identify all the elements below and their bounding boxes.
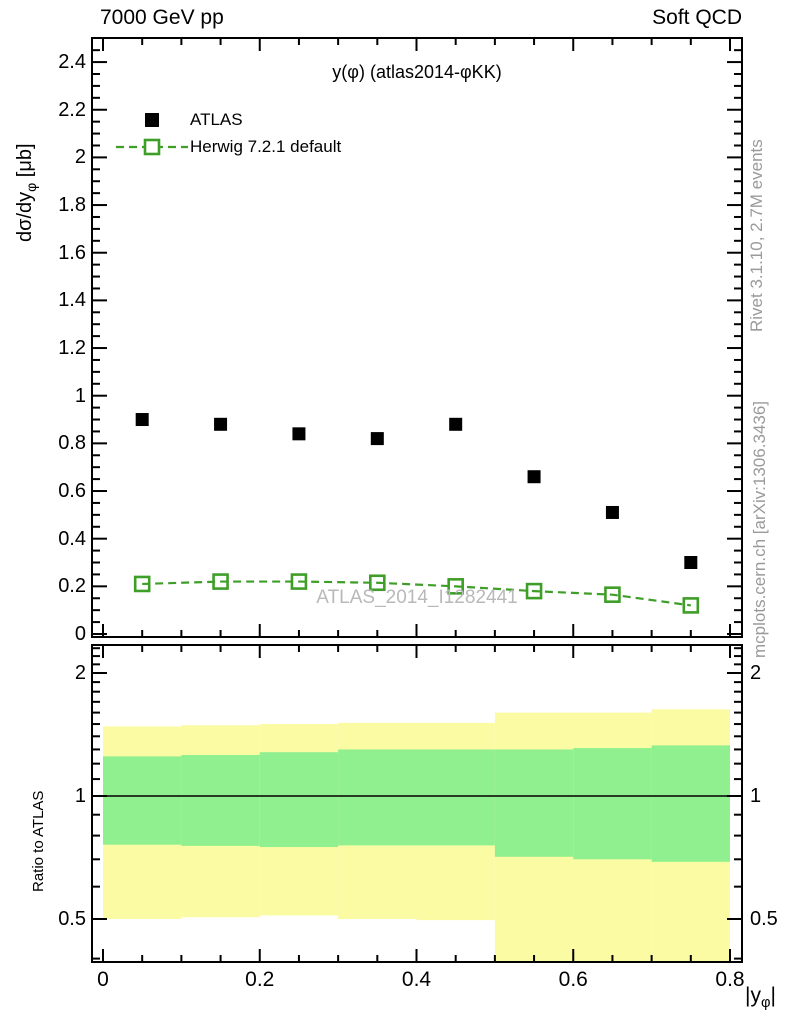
ratio-y-tick-label-right: 1 bbox=[750, 785, 762, 807]
atlas-data-point bbox=[214, 418, 227, 431]
main-y-tick-label: 0.6 bbox=[58, 480, 86, 503]
green-uncertainty-band-bin bbox=[652, 745, 730, 861]
main-y-tick-label: 2.2 bbox=[58, 98, 86, 121]
mcplots-arxiv-note: mcplots.cern.ch [arXiv:1306.3436] bbox=[750, 400, 769, 658]
main-y-tick-label: 2.4 bbox=[58, 51, 86, 74]
legend-marker-atlas bbox=[145, 113, 159, 127]
green-uncertainty-band-bin bbox=[181, 755, 259, 846]
main-y-tick-label: 0 bbox=[74, 623, 86, 645]
main-y-tick-label: 1.2 bbox=[58, 337, 86, 360]
atlas-data-point bbox=[292, 427, 305, 440]
green-uncertainty-band-bin bbox=[417, 749, 495, 845]
legend-label-herwig: Herwig 7.2.1 default bbox=[190, 137, 342, 156]
green-uncertainty-band-bin bbox=[260, 752, 338, 847]
ratio-y-tick-label-right: 2 bbox=[750, 661, 762, 684]
atlas-data-point bbox=[449, 418, 462, 431]
x-tick-label: 0.2 bbox=[245, 968, 275, 991]
analysis-id-watermark: ATLAS_2014_I1282441 bbox=[316, 587, 518, 608]
main-y-tick-label: 0.8 bbox=[58, 432, 86, 455]
ratio-y-tick-label-right: 0.5 bbox=[750, 908, 778, 930]
x-axis-label: $|y_\varphi|$ bbox=[745, 984, 776, 1012]
x-tick-label: 0.4 bbox=[401, 968, 432, 991]
main-y-axis-label: $d\sigma/dy_\varphi$ [μb] bbox=[14, 143, 39, 242]
main-y-tick-label: 1.4 bbox=[58, 289, 86, 312]
main-y-tick-label: 2 bbox=[74, 146, 86, 169]
process-group-label: Soft QCD bbox=[652, 6, 742, 29]
atlas-data-point bbox=[371, 432, 384, 445]
legend-label-atlas: ATLAS bbox=[190, 110, 243, 129]
green-uncertainty-band-bin bbox=[495, 749, 573, 856]
green-uncertainty-band-bin bbox=[338, 749, 416, 845]
atlas-data-point bbox=[684, 556, 697, 569]
beam-energy-label: 7000 GeV pp bbox=[100, 6, 224, 29]
rivet-version-note: Rivet 3.1.10, 2.7M events bbox=[747, 139, 766, 332]
ratio-y-tick-label: 1 bbox=[74, 785, 86, 807]
ratio-y-tick-label: 0.5 bbox=[58, 908, 86, 930]
atlas-data-point bbox=[136, 413, 149, 426]
green-uncertainty-band-bin bbox=[103, 756, 181, 844]
plot-title: y(φ) (atlas2014-φKK) bbox=[332, 62, 502, 82]
main-y-tick-label: 1 bbox=[74, 384, 86, 407]
x-tick-label: 0.8 bbox=[715, 968, 745, 991]
green-uncertainty-band-bin bbox=[573, 748, 651, 859]
main-y-tick-label: 1.8 bbox=[58, 194, 86, 217]
main-y-tick-label: 0.2 bbox=[58, 575, 86, 598]
main-y-tick-label: 0.4 bbox=[58, 527, 86, 550]
ratio-y-axis-label: Ratio to ATLAS bbox=[30, 790, 47, 892]
ratio-y-tick-label: 2 bbox=[74, 661, 86, 684]
atlas-data-point bbox=[528, 470, 541, 483]
atlas-data-point bbox=[606, 506, 619, 519]
x-tick-label: 0 bbox=[97, 968, 109, 991]
legend-marker-herwig bbox=[145, 140, 159, 154]
x-tick-label: 0.6 bbox=[558, 968, 588, 991]
main-y-tick-label: 1.6 bbox=[58, 241, 86, 264]
